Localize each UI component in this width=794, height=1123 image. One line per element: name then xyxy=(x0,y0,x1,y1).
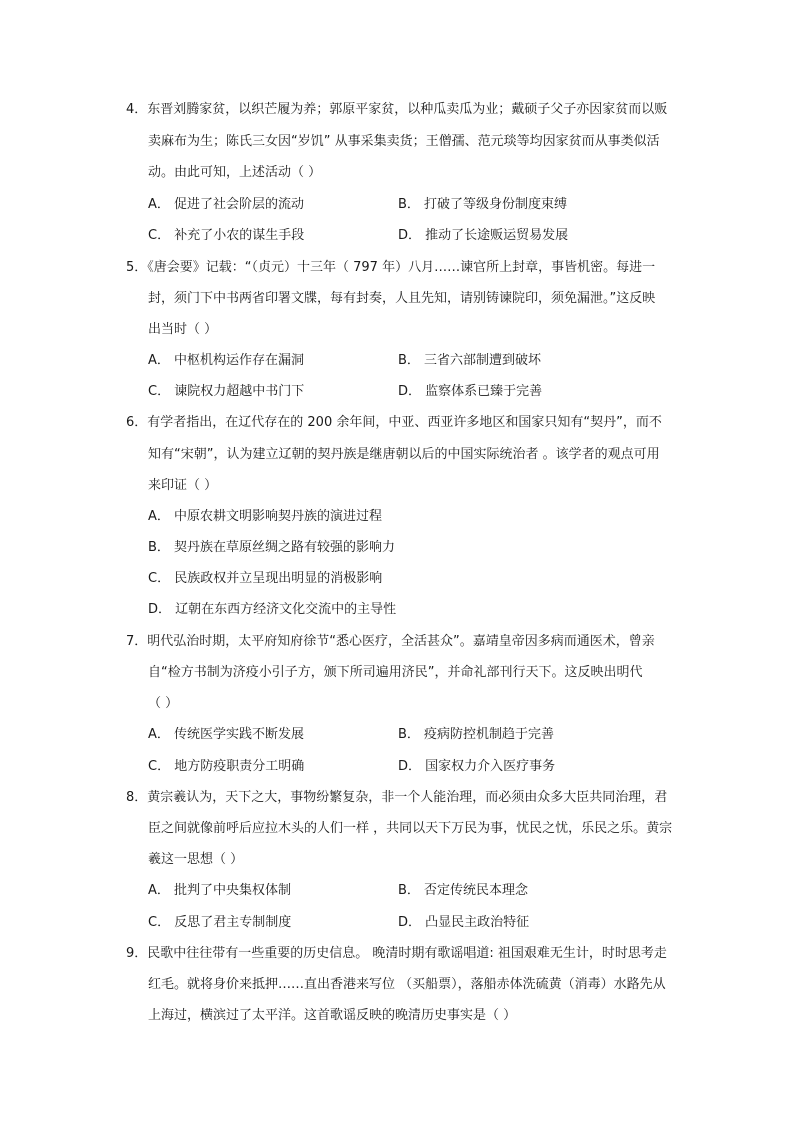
question-4-option-d: D． 推动了长途贩运贸易发展 xyxy=(398,228,569,243)
question-6-option-c: C． 民族政权并立呈现出明显的消极影响 xyxy=(148,571,383,586)
question-6-option-b: B． 契丹族在草原丝绸之路有较强的影响力 xyxy=(148,540,396,555)
question-5-line-3: 出当时（ ） xyxy=(148,322,218,337)
question-8-line-2: 臣之间就像前呼后应拉木头的人们一样 ，共同以天下万民为事，忧民之忧，乐民之乐。黄宗 xyxy=(148,821,673,836)
question-8-line-3: 羲这一思想（ ） xyxy=(148,852,244,867)
question-6-option-a: A． 中原农耕文明影响契丹族的演进过程 xyxy=(148,509,383,524)
question-6-line-1: 6．有学者指出，在辽代存在的 200 余年间，中亚、西亚许多地区和国家只知有“契丹”，而不 xyxy=(126,415,662,430)
question-7-option-b: B． 疫病防控机制趋于完善 xyxy=(398,727,555,742)
question-7-line-3: （ ） xyxy=(148,696,179,711)
question-5-option-b: B． 三省六部制遭到破坏 xyxy=(398,353,542,368)
question-8-line-1: 8．黄宗羲认为，天下之大，事物纷繁复杂，非一个人能治理，而必须由众多大臣共同治理，君 xyxy=(126,790,668,805)
question-6-line-3: 来印证（ ） xyxy=(148,478,218,493)
question-8-option-b: B． 否定传统民本理念 xyxy=(398,883,529,898)
question-8-option-a: A． 批判了中央集权体制 xyxy=(148,883,292,898)
question-8-option-d: D． 凸显民主政治特征 xyxy=(398,915,530,930)
question-4-option-b: B． 打破了等级身份制度束缚 xyxy=(398,197,568,212)
question-7-option-a: A． 传统医学实践不断发展 xyxy=(148,727,305,742)
question-7-option-d: D． 国家权力介入医疗事务 xyxy=(398,759,556,774)
question-4-line-3: 动。由此可知，上述活动（ ） xyxy=(148,165,322,180)
question-5-line-2: 封，须门下中书两省印署文牒，每有封奏，人且先知，请别铸谏院印，须免漏泄。”这反映 xyxy=(148,291,656,306)
question-7-line-1: 7．明代弘治时期，太平府知府徐节“悉心医疗，全活甚众”。嘉靖皇帝因多病而通医术，曾亲 xyxy=(126,634,655,649)
question-9-line-1: 9．民歌中往往带有一些重要的历史信息。 晚清时期有歌谣唱道: 祖国艰难无生计，时时思考走 xyxy=(126,946,667,961)
question-5-line-1: 5．《唐会要》记载：“（贞元）十三年（ 797 年）八月……谏官所上封章，事皆机密。每进一 xyxy=(126,260,656,275)
question-4-option-a: A． 促进了社会阶层的流动 xyxy=(148,197,305,212)
question-9-line-3: 上海过，横滨过了太平洋。这首歌谣反映的晚清历史事实是（ ） xyxy=(148,1008,517,1023)
question-7-line-2: 自“检方书制为济疫小引子方，颁下所司遍用济民”，并命礼部刊行天下。这反映出明代 xyxy=(148,665,643,680)
question-4-option-c: C． 补充了小农的谋生手段 xyxy=(148,228,305,243)
question-8-option-c: C． 反思了君主专制制度 xyxy=(148,915,292,930)
question-6-option-d: D． 辽朝在东西方经济文化交流中的主导性 xyxy=(148,602,397,617)
question-5-option-a: A． 中枢机构运作存在漏洞 xyxy=(148,353,305,368)
question-5-option-c: C． 谏院权力超越中书门下 xyxy=(148,384,305,399)
question-4-line-1: 4．东晋刘腾家贫，以织芒履为养；郭原平家贫，以种瓜卖瓜为业；戴硕子父子亦因家贫而以贩 xyxy=(126,102,668,117)
question-4-line-2: 卖麻布为生；陈氏三女因“岁饥” 从事采集卖货；王僧孺、范元琰等均因家贫而从事类似活 xyxy=(148,134,660,149)
question-5-option-d: D． 监察体系已臻于完善 xyxy=(398,384,543,399)
question-9-line-2: 红毛。就将身价来抵押……直出香港来写位 （买船票），落船赤体洗硫黄（消毒）水路先从 xyxy=(148,977,666,992)
question-7-option-c: C． 地方防疫职责分工明确 xyxy=(148,759,305,774)
question-6-line-2: 知有“宋朝”，认为建立辽朝的契丹族是继唐朝以后的中国实际统治者 。该学者的观点可用 xyxy=(148,447,660,462)
